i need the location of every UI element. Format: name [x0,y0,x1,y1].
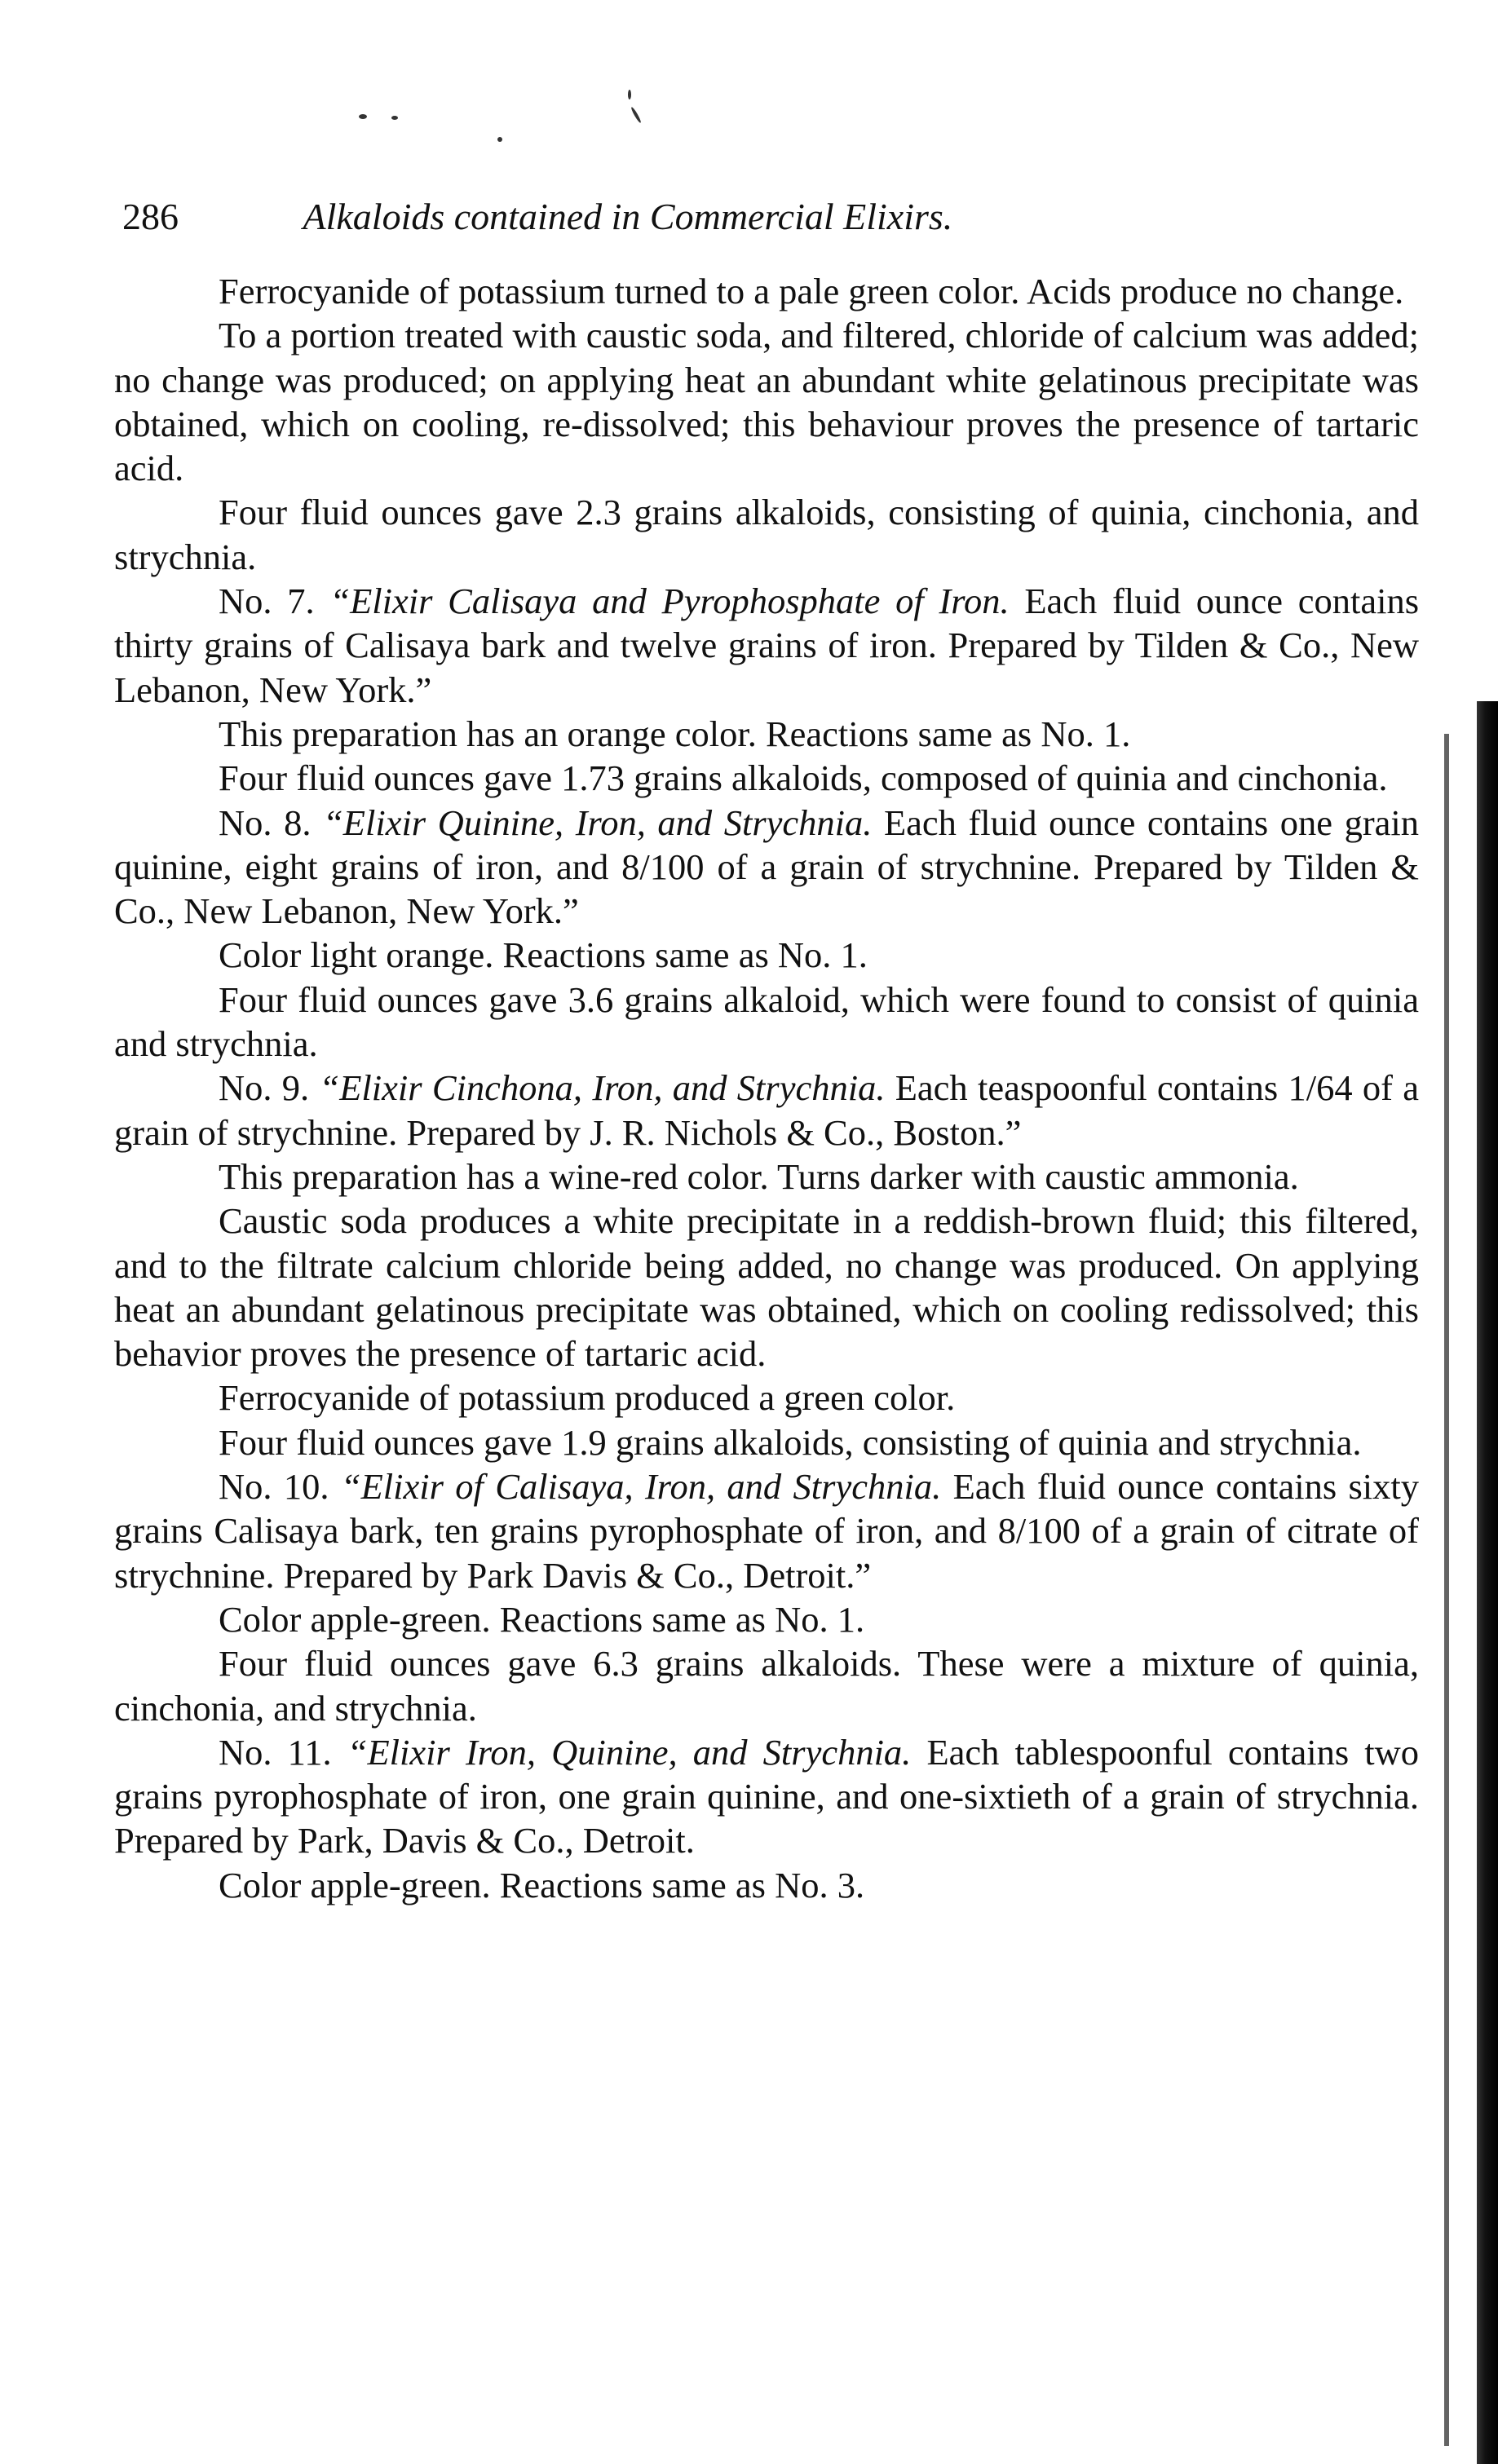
paragraph-entry-10: No. 10. “Elixir of Calisaya, Iron, and Strychnia. Each fluid ounce contains sixty grains Calisaya bark, ten grains pyrophosphate of iron, and 8/100 of a grain of citrate of strychnine. Prepared by Park Davis & Co., Detroit.” [114,1466,1420,1596]
running-title: Alkaloids contained in Commercial Elixirs. [303,196,953,237]
paragraph-entry-9: No. 9. “Elixir Cinchona, Iron, and Strychnia. Each teaspoonful contains 1/64 of a grain of strychnine. Prepared by J. R. Nichols & Co., Boston.” [114,1067,1419,1153]
page-edge-shadow [1477,701,1498,2464]
page-header [122,192,1378,241]
paragraph-entry-8: No. 8. “Elixir Quinine, Iron, and Strychnia. Each fluid ounce contains one grain quinine, eight grains of iron, and 8/100 of a grain of strychnine. Prepared by Tilden & Co., New Lebanon, New York.” [114,801,1420,932]
paragraph-entry-11: No. 11. “Elixir Iron, Quinine, and Strychnia. Each tablespoonful contains two grains pyrophosphate of iron, one grain quinine, and one-sixtieth of a grain of strychnia. Prepared by Park, Davis & Co., Detroit. [114,1731,1419,1861]
page-number: 286 [122,196,179,237]
ink-speck [391,116,398,120]
ink-speck [359,114,367,119]
paragraph: To a portion treated with caustic soda, and filtered, chloride of calcium was added; no change was produced; on applying heat an abundant white gelatinous precipitate was obtained, which on cooling, re-dissolved; this behaviour proves the presence of tartaric acid. [114,315,1419,489]
paragraph: Four fluid ounces gave 6.3 grains alkaloids. These were a mixture of quinia, cinchonia, and strychnia. [114,1643,1419,1729]
entry-title: “Elixir Quinine, Iron, and Strychnia. [323,801,873,843]
paragraph: Color apple-green. Reactions same as No. 3. [219,1864,865,1905]
paragraph: Four fluid ounces gave 1.9 grains alkaloids, consisting of quinia and strychnia. [219,1421,1362,1463]
ink-speck [630,106,642,123]
body-text [114,269,1419,1907]
entry-number: No. 11. [219,1731,332,1773]
entry-title: “Elixir Calisaya and Pyrophosphate of Iron. [329,581,1010,622]
paragraph: Ferrocyanide of potassium produced a green color. [219,1377,956,1419]
paragraph: Four fluid ounces gave 2.3 grains alkaloids, consisting of quinia, cinchonia, and strychnia. [114,492,1419,577]
entry-title: “Elixir Iron, Quinine, and Strychnia. [347,1731,912,1773]
paragraph: Ferrocyanide of potassium turned to a pale green color. Acids produce no change. [219,271,1404,311]
paragraph-entry-7: No. 7. “Elixir Calisaya and Pyrophosphate of Iron. Each fluid ounce contains thirty grains of Calisaya bark and twelve grains of iron. Prepared by Tilden & Co., New Lebanon, New York.” [114,581,1420,710]
entry-title: “Elixir of Calisaya, Iron, and Strychnia. [340,1466,942,1508]
paragraph: Four fluid ounces gave 3.6 grains alkaloid, which were found to consist of quinia and strychnia. [114,978,1419,1065]
entry-number: No. 7. [219,581,315,622]
paragraph: Caustic soda produces a white precipitate in a reddish-brown fluid; this filtered, and to the filtrate calcium chloride being added, no change was produced. On applying heat an abundant gelatinous precipitate was obtained, which on cooling redissolved; this behavior proves the presence of tartaric acid. [114,1200,1419,1375]
paragraph: Color apple-green. Reactions same as No. 1. [219,1598,865,1640]
paragraph: Four fluid ounces gave 1.73 grains alkaloids, composed of quinia and cinchonia. [219,757,1388,799]
ink-speck [497,137,502,142]
entry-number: No. 10. [219,1466,329,1508]
entry-number: No. 8. [219,801,312,843]
entry-title: “Elixir Cinchona, Iron, and Strychnia. [319,1067,886,1109]
ink-speck [628,90,631,99]
entry-number: No. 9. [219,1067,310,1109]
paragraph: This preparation has a wine-red color. Turns darker with caustic ammonia. [219,1155,1299,1197]
binding-shadow-line [1444,734,1449,2446]
paragraph: Color light orange. Reactions same as No. 1. [219,934,868,976]
paragraph: This preparation has an orange color. Reactions same as No. 1. [219,713,1131,754]
